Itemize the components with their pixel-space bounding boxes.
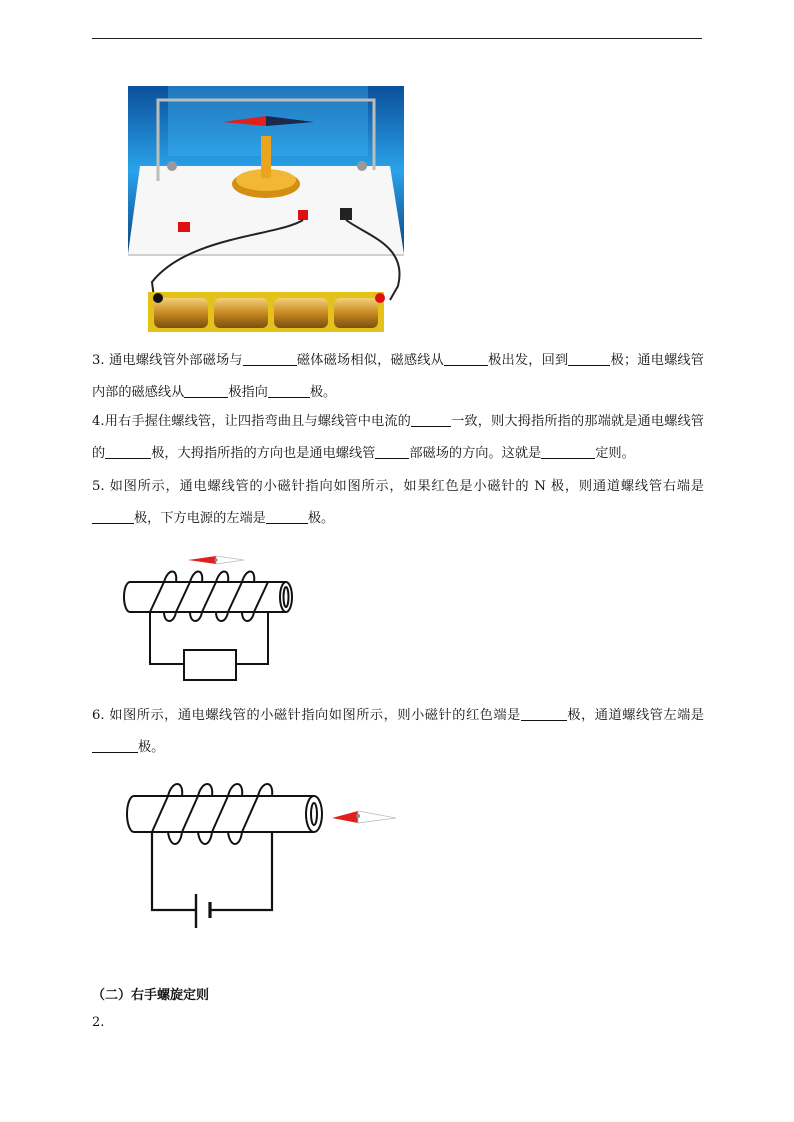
circuit-wire <box>152 832 272 928</box>
q6-text: 极，通道螺线管左端是 <box>566 708 704 723</box>
compass-needle-white <box>358 811 396 823</box>
q3-text: 3. 通电螺线管外部磁场与 <box>92 353 243 368</box>
q3-text: 磁体磁场相似，磁感线从 <box>296 353 444 368</box>
q3-blank-3[interactable] <box>568 351 610 366</box>
q3-text: 极指向 <box>228 385 268 400</box>
question-number: 2. <box>92 1015 105 1030</box>
q4-text: 极，大拇指所指的方向也是通电螺线管 <box>151 446 376 461</box>
q5-blank-1[interactable] <box>92 509 134 524</box>
q4-text: 4.用右手握住螺线管，让四指弯曲且与螺线管中电流的 <box>92 414 411 429</box>
question-6 <box>92 700 704 764</box>
q3-blank-1[interactable] <box>243 351 297 366</box>
q6-blank-1[interactable] <box>521 706 567 721</box>
question-3 <box>92 345 704 409</box>
header-rule <box>92 38 702 39</box>
q4-text: 一致，则大拇指所指的那端就是通电螺线管的 <box>92 414 704 461</box>
q4-text: 定则。 <box>595 446 635 461</box>
q5-blank-2[interactable] <box>266 509 308 524</box>
q3-blank-4[interactable] <box>184 383 228 398</box>
q4-blank-4[interactable] <box>541 444 595 459</box>
q4-blank-3[interactable] <box>375 444 409 459</box>
power-source-box <box>184 650 236 680</box>
q5-solenoid-figure <box>118 548 308 688</box>
q5-text: 极。 <box>307 511 335 526</box>
q3-blank-5[interactable] <box>268 383 310 398</box>
solenoid-tube <box>127 784 322 844</box>
circuit-wire <box>150 612 268 680</box>
q3-blank-2[interactable] <box>444 351 488 366</box>
q5-text: 5. 如图所示，通电螺线管的小磁针指向如图所示，如果红色是小磁针的 N 极，则通道螺线管右端是 <box>92 479 704 494</box>
q4-text: 部磁场的方向。这就是 <box>409 446 542 461</box>
q3-text: 极出发，回到 <box>487 353 569 368</box>
q6-text: 极。 <box>138 740 165 755</box>
compass-needle-white <box>216 556 244 564</box>
q6-text: 6. 如图所示，通电螺线管的小磁针指向如图所示，则小磁针的红色端是 <box>92 708 521 723</box>
q4-blank-1[interactable] <box>411 412 451 427</box>
q5-text: 极，下方电源的左端是 <box>134 511 266 526</box>
q3-text: 极；通电螺线管内部的磁感线从 <box>92 353 704 400</box>
q3-text: 极。 <box>309 385 337 400</box>
compass-needle-red <box>188 556 216 564</box>
q4-blank-2[interactable] <box>105 444 151 459</box>
q6-blank-2[interactable] <box>92 738 138 753</box>
question-4 <box>92 406 704 470</box>
compass-needle-red <box>332 811 358 823</box>
question-5 <box>92 471 704 535</box>
q6-solenoid-figure <box>126 778 406 934</box>
solenoid-apparatus-photo <box>128 86 404 342</box>
section-heading: （二）右手螺旋定则 <box>92 988 210 1003</box>
